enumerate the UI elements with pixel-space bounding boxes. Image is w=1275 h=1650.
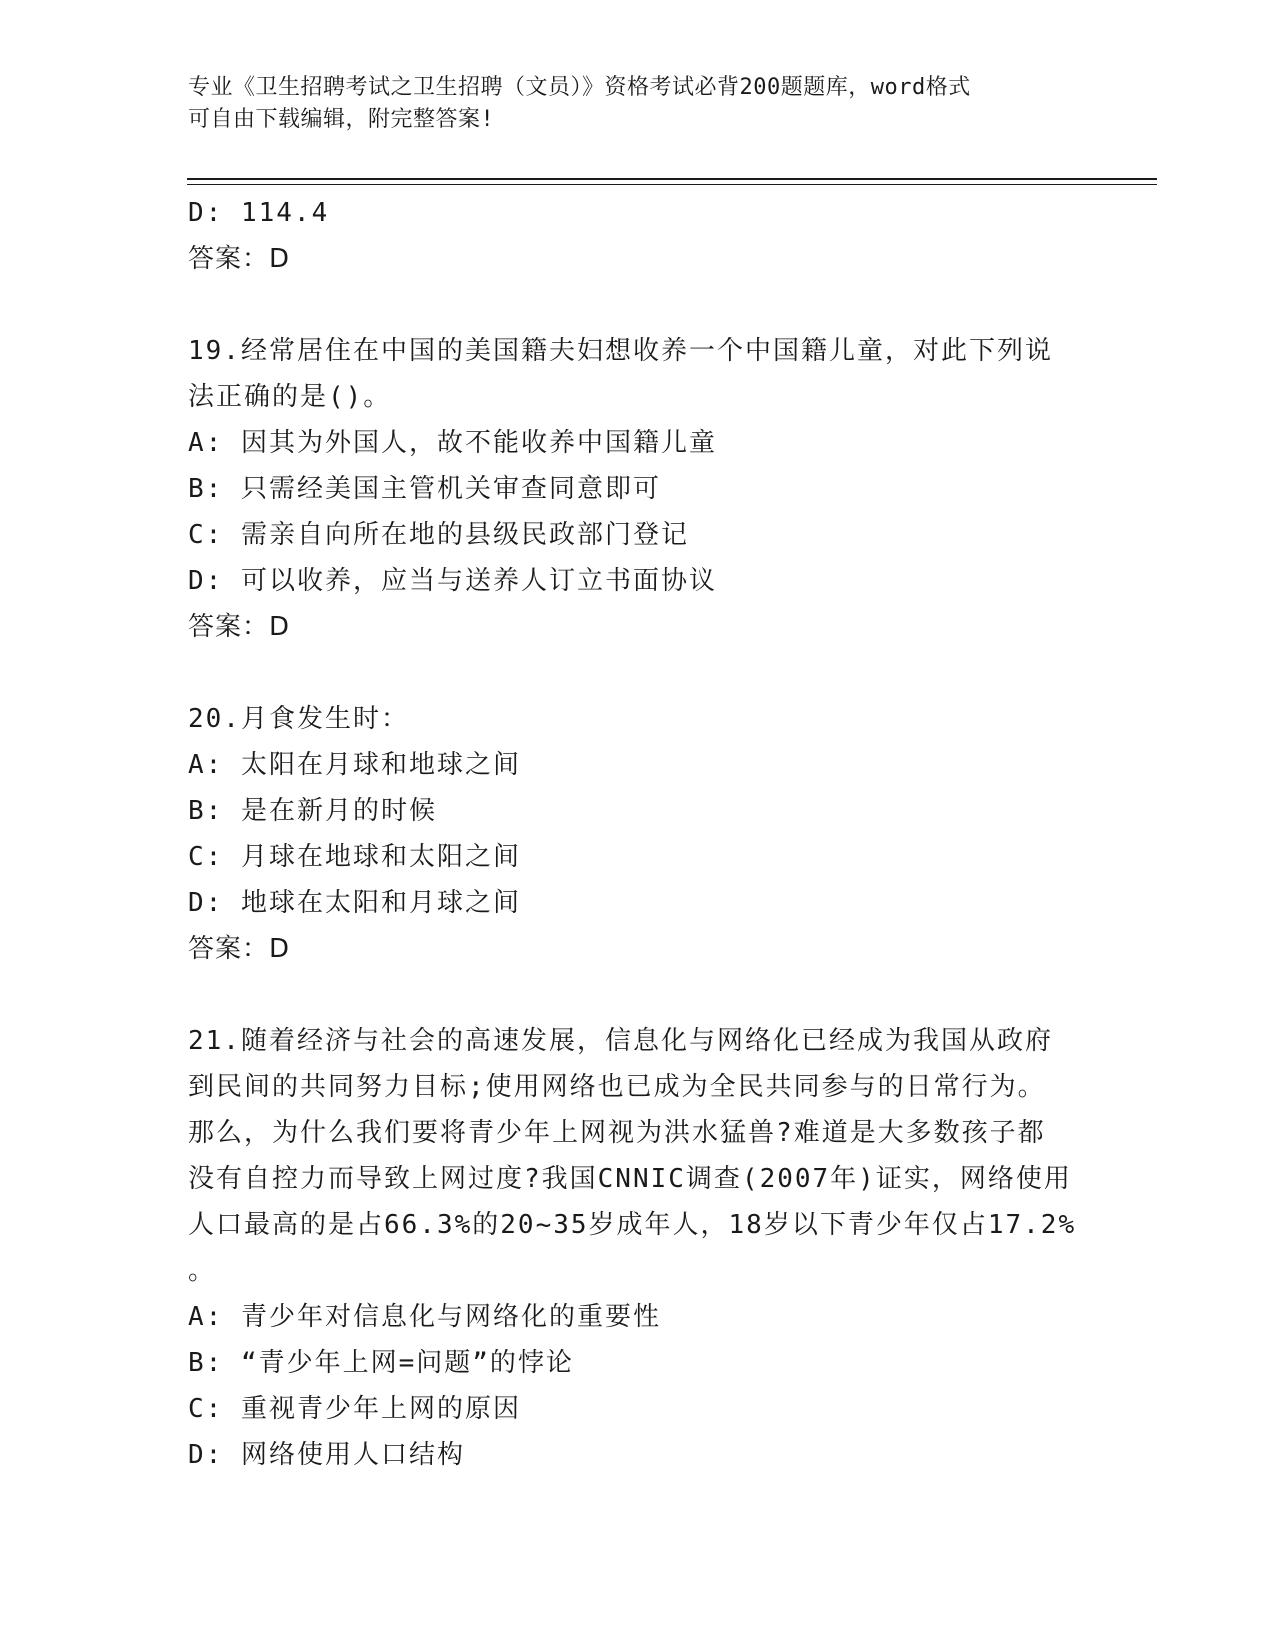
header-rule-thin	[187, 184, 1157, 185]
question-stem-line: 人口最高的是占66.3%的20~35岁成年人，18岁以下青少年仅占17.2%	[188, 1210, 1077, 1240]
header-line-2: 可自由下载编辑，附完整答案!	[188, 107, 495, 132]
option-c: C: 月球在地球和太阳之间	[188, 842, 521, 872]
option-d: D: 地球在太阳和月球之间	[188, 888, 521, 918]
spacer	[188, 282, 1088, 328]
question-stem-line: 法正确的是()。	[188, 382, 392, 412]
question-20	[188, 696, 1088, 972]
question-19	[188, 328, 1088, 650]
option-a: A: 太阳在月球和地球之间	[188, 750, 521, 780]
option-c: C: 需亲自向所在地的县级民政部门登记	[188, 520, 689, 550]
spacer	[188, 972, 1088, 1018]
question-stem-line: 19.经常居住在中国的美国籍夫妇想收养一个中国籍儿童，对此下列说	[188, 336, 1053, 366]
option-b: B: 只需经美国主管机关审查同意即可	[188, 474, 661, 504]
header-line-1: 专业《卫生招聘考试之卫生招聘（文员）》资格考试必背200题题库，word格式	[188, 75, 971, 100]
answer: 答案：D	[188, 934, 291, 964]
question-21	[188, 1018, 1088, 1478]
prev-answer: 答案：D	[188, 244, 291, 274]
question-stem-line: 20.月食发生时：	[188, 704, 409, 734]
question-stem-line: 。	[188, 1256, 217, 1286]
question-stem-line: 没有自控力而导致上网过度?我国CNNIC调查(2007年)证实，网络使用	[188, 1164, 1072, 1194]
option-d: D: 网络使用人口结构	[188, 1440, 465, 1470]
answer: 答案：D	[188, 612, 291, 642]
prev-option-d: D: 114.4	[188, 198, 330, 228]
option-b: B: “青少年上网=问题”的悖论	[188, 1348, 574, 1378]
question-stem-line: 那么，为什么我们要将青少年上网视为洪水猛兽?难道是大多数孩子都	[188, 1118, 1046, 1148]
document-body	[188, 190, 1088, 1478]
header-rule-thick	[187, 178, 1157, 180]
option-a: A: 青少年对信息化与网络化的重要性	[188, 1302, 661, 1332]
option-a: A: 因其为外国人，故不能收养中国籍儿童	[188, 428, 717, 458]
question-stem-line: 到民间的共同努力目标;使用网络也已成为全民共同参与的日常行为。	[188, 1072, 1046, 1102]
page-header	[188, 72, 1068, 136]
spacer	[188, 650, 1088, 696]
option-d: D: 可以收养，应当与送养人订立书面协议	[188, 566, 717, 596]
option-b: B: 是在新月的时候	[188, 796, 437, 826]
option-c: C: 重视青少年上网的原因	[188, 1394, 521, 1424]
question-stem-line: 21.随着经济与社会的高速发展，信息化与网络化已经成为我国从政府	[188, 1026, 1053, 1056]
